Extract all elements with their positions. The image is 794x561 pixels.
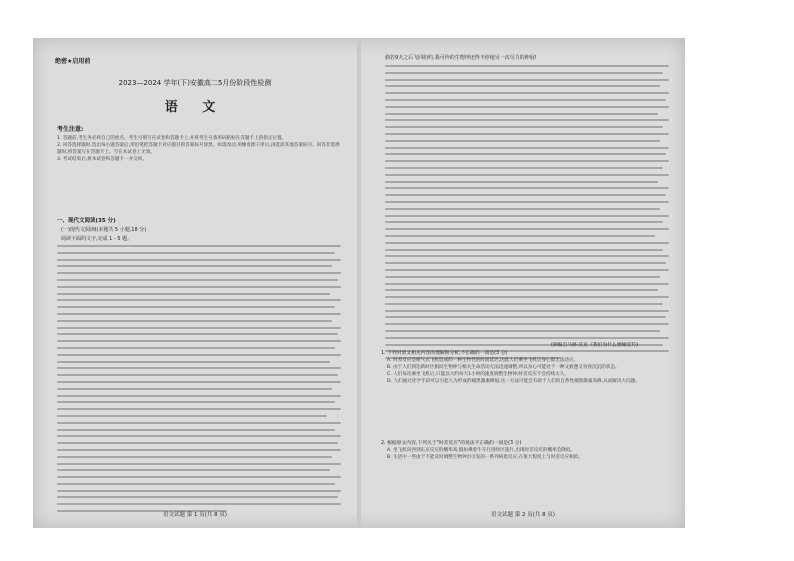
page-footer: 语文试题 第 2 页(共 8 页): [490, 512, 556, 518]
exam-paper-photo: [33, 38, 685, 528]
question-2: [381, 440, 673, 461]
question-2-option-a: A. 坐飞机向西到东京反应的概率高,假如乘着牛车行进时区旅行,出现时差反应的概率会降低。: [387, 448, 576, 454]
subject-title: 语 文: [164, 100, 226, 115]
sub-heading: (一)现代文阅读Ⅰ(本题共 5 小题,18 分): [61, 227, 147, 233]
notice-item: 1. 答题前,考生务必将自己的姓名、考生号填写在试卷和答题卡上,并将考生号条形码粘贴在答题卡上的指定位置。: [57, 136, 287, 141]
exam-title-text: 2023—2024 学年(下)安徽高二5月份阶段性检测: [118, 79, 272, 87]
page-2: [361, 38, 685, 528]
reading-instruction: 阅读下面的文字,完成 1 - 5 题。: [61, 236, 133, 242]
notice-title: 考生注意:: [57, 126, 84, 133]
question-1-option-b: B. 由于人们到达新时区相同生物钟与相关生命活动无法迅速调整,所以身心可能处于一种又疲惫又昏昏沉沉的状态。: [387, 365, 620, 371]
section-heading: 一、现代文阅读(35 分): [57, 218, 116, 224]
notice-box: [57, 124, 343, 163]
page-footer: 语文试题 第 1 页(共 8 页): [162, 512, 228, 518]
question-1-option-d: D. 人们通过化学手段可以引起人为形成的褪黑激素峰值,这一方法可能会有助于人们的自然性褪黑激素高峰,从而解决大问题。: [387, 379, 640, 385]
notice-item: 2. 回答选择题时,选出每小题答案后,用铅笔把答题卡对应题目的答案标号涂黑。如需改动,用橡皮擦干净后,再选涂其他答案标号。回答非选择题时,将答案写在答题卡上。写在本试卷上无效。: [57, 143, 340, 155]
question-1-stem: 1. 下列对原文相关内容的理解和分析,不正确的一项是(3 分): [381, 351, 508, 356]
question-1: [381, 350, 673, 385]
passage-opening: 倘若9天之后飞回纽约,我可怜的生物钟还得不停地另一次尽力的伸展!: [385, 55, 537, 61]
passage-lines: [385, 65, 669, 359]
exam-title: [33, 78, 357, 88]
page-1: [33, 38, 357, 528]
question-1-option-a: A. 时差反应是喷气式飞机造成的一种生物性的时间延迟,因此人们乘坐飞机后身心都无法适应。: [387, 358, 579, 364]
question-1-option-c: C. 人们每次乘坐飞机后,只能以大约每天1小时的速度调整生物钟,时差反应不会持续太久。: [387, 372, 569, 378]
passage-lines: [57, 245, 341, 512]
source-attribution: (摘编自马修·沃克《我们为什么要睡觉?》): [551, 343, 638, 348]
passage-text-blurred: [57, 245, 341, 517]
secret-label: 绝密★启用前: [55, 58, 91, 65]
passage-text-blurred: [385, 65, 669, 364]
question-2-stem: 2. 根据原文内容,下列关于"时差反应"的说法不正确的一项是(3 分): [381, 441, 522, 446]
question-2-option-b: B. 生活中一些由于不能及时调整生物钟出引发的一系列病患反应,在很大程度上与时差反应相似。: [387, 455, 583, 461]
notice-item: 3. 考试结束后,将本试卷和答题卡一并交回。: [57, 157, 147, 162]
